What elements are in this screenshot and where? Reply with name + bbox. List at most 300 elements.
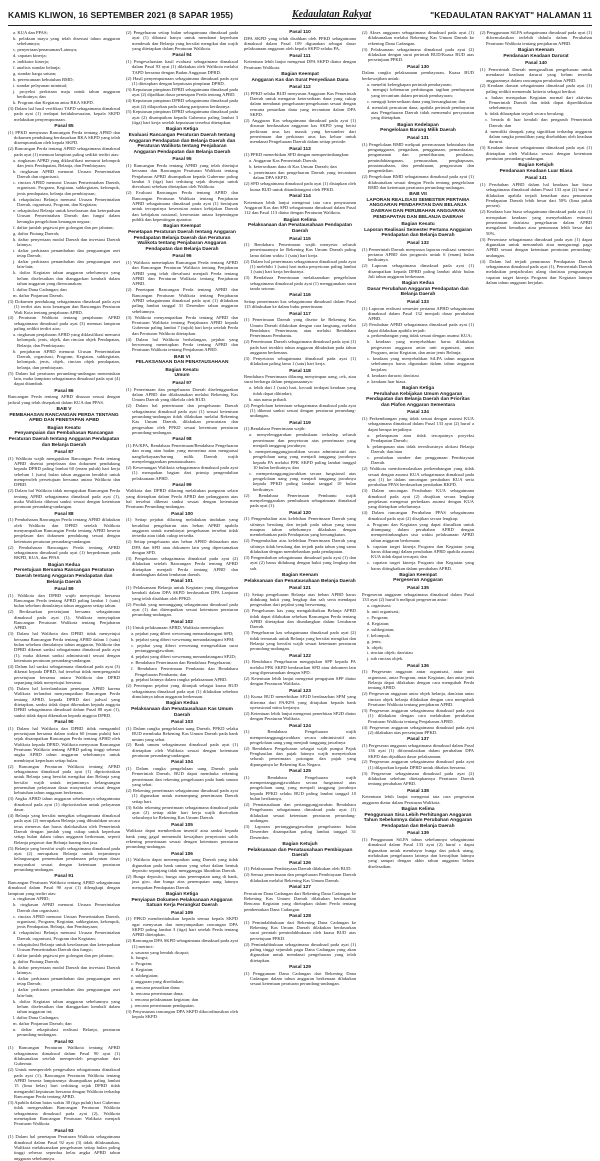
- paragraph: (1) Pergeseran anggaran antar organisasi, antar unit organisasi, antar Program, antar Kegiatan, dan antar jenis Belanja dapat dilakukan dengan cara mengubah Perda tentang APBD.: [362, 669, 474, 691]
- section-title: Pendanaan Keadaan Darurat: [503, 53, 569, 59]
- paragraph: (1) Bendahara Pengeluaran wajib mempertanggungjawabkan secara fungsional atas pengelolaan uang yang menjadi tanggung jawabnya kepada PPKD selaku BUD paling lambat tanggal 10 bulan berikutnya.: [244, 774, 356, 802]
- article-section: [244, 586, 356, 652]
- section-heading: Pasal 86: [54, 388, 74, 394]
- paragraph: (2) Pergeseran anggaran antar objek belanja, dan/atau antar rincian objek belanja dilakukan dengan cara mengubah Peraturan Walikota tentang penjabaran APBD.: [362, 691, 474, 707]
- section-heading: Bagian Kelima: [283, 217, 317, 223]
- paragraph: (3) Keadaan darurat sebagaimana dimaksud pada ayat (1) ditetapkan oleh Walikota sesuai dengan ketentuan peraturan perundang-undangan.: [480, 145, 592, 161]
- section-title: LAPORAN REALISASI SEMESTER PERTAMA ANGGARAN PENDAPATAN DAN BELANJA DAERAH DAN PERUBAHAN ANGGARAN PENDAPATAN DAN BELANJA DAERAH: [366, 197, 470, 220]
- list-item: i. standar pelayanan minimal;: [13, 82, 68, 88]
- section-heading: Bagian Keempat: [163, 224, 201, 230]
- article-section: [362, 241, 474, 279]
- list-item: f. Bendahara Penerimaan Pembantu dan Bendahara Pengeluaran Pembantu; dan: [131, 666, 238, 677]
- section-title: Pelaksanaan dan Penatausahaan Kas Umum Daerah: [131, 707, 233, 718]
- section-heading: Bagian Ketiga: [166, 891, 198, 897]
- article-section: [126, 254, 238, 352]
- section-title: Umum: [174, 373, 190, 379]
- article-section: [244, 194, 356, 216]
- article-section: [362, 30, 474, 63]
- article-section: [244, 689, 356, 722]
- paragraph: (5) Dalam hal peraturan perundang-undangan menentukan lain, maka lampiran sebagaimana dimaksud pada ayat (4) dapat ditambah.: [8, 370, 120, 387]
- section-heading: Bagian Kedua: [48, 562, 80, 568]
- section-heading: BAB VII: [409, 192, 427, 198]
- paragraph: (2) Akses anggaran sebagaimana dimaksud pada ayat (1) dilaksanakan melalui Rekening Kas Umum Daerah ke rekening Dana Cadangan.: [362, 30, 474, 46]
- list-item: h. perencanaan kebutuhan BMD;: [13, 76, 74, 82]
- paragraph: (1) Pemerintah Daerah menyusun laporan realisasi semester pertama APBD dan prognosis untuk 6 (enam) bulan berikutnya.: [362, 246, 474, 263]
- list-item: g. daftar Piutang Daerah;: [13, 958, 60, 964]
- section-heading: Pasal 87: [54, 450, 74, 456]
- section-title: Dasar Perubahan Anggaran Pendapatan dan Belanja Daerah: [367, 286, 469, 298]
- article-section: [362, 807, 474, 829]
- article-section: [244, 511, 356, 571]
- list-item: b. pejabat yang diberi wewenang menandatangani SPM;: [131, 637, 235, 643]
- paragraph: (2) Ketentuan lebih lanjut mengenai pengajuan SPP diatur dengan Peraturan Walikota.: [244, 675, 356, 687]
- article-section: [126, 30, 238, 51]
- paragraph: (3) Pergeseran anggaran sebagaimana dimaksud pada ayat (1) dilakukan dengan cara melakukan perubahan Peraturan Walikota tentang Penjabaran APBD.: [362, 707, 474, 724]
- article-section: [8, 407, 120, 424]
- article-section: [126, 437, 238, 481]
- section-heading: Pasal 123: [289, 688, 311, 694]
- paragraph: Bendahara Penerimaan dilarang menyimpan uang, cek, atau surat berharga dalam penguasaannya:: [244, 374, 356, 385]
- paragraph: (2) Berdasarkan persetujuan bersama sebagaimana dimaksud pada ayat (1), Walikota menyiapkan Rancangan Peraturan Walikota tentang Penjabaran APBD.: [8, 609, 120, 631]
- paragraph: (3) Walikota menyampaikan Perda tentang APBD dan Peraturan Walikota tentang Penjabaran APBD kepada Gubernur paling lambat 7 (tujuh) hari kerja setelah Perda dan Peraturan Walikota ditetapkan.: [126, 314, 238, 336]
- list-item: g. standar harga satuan;: [13, 70, 57, 76]
- section-heading: Pasal 92: [54, 1039, 74, 1045]
- section-heading: Pasal 97: [172, 380, 192, 386]
- list-item: b. ketersediaan dana di Kas Umum Daerah; dan: [249, 164, 337, 170]
- section-heading: Pasal 129: [289, 964, 311, 970]
- article-section: [362, 573, 474, 584]
- paragraph: (1) Dalam rangka pengelolaan uang Daerah, PPKD selaku BUD membuka Rekening Kas Umum Daerah pada bank umum yang sehat.: [126, 725, 238, 742]
- paragraph: (3) Dokumen pendukung sebagaimana dimaksud pada ayat (1) terdiri atas nota keuangan dan Rancangan Peraturan Wali Kota tentang penjabaran APBD.: [8, 298, 120, 315]
- section-heading: Pasal 103: [171, 720, 193, 726]
- paragraph: (3) Pengeluaran kas sebagaimana dimaksud pada ayat (2) tidak termasuk untuk Belanja yang bersifat mengikat dan Belanja yang bersifat wajib sesuai ketentuan peraturan perundang-undangan.: [244, 630, 356, 652]
- article-section: [126, 620, 238, 700]
- section-heading: Pasal 124: [289, 723, 311, 729]
- article-section: [244, 842, 356, 859]
- article-section: [480, 176, 592, 285]
- article-section: [362, 386, 474, 408]
- list-item: n. daftar rekapitulasi realisasi Belanja, peraturan perundang-undangan.: [13, 1027, 120, 1038]
- section-title: Penyampaian dan Pembahasan Rancangan Peraturan Daerah tentang Anggaran Pendapatan dan Belanja Daerah: [8, 431, 120, 448]
- section-heading: Pasal 120: [289, 510, 311, 516]
- section-title: PELAKSANAAN DAN PENATAUSAHAAN: [135, 360, 229, 366]
- list-item: c. Program;: [367, 614, 389, 620]
- paragraph: (3) Pengeluaran sebagaimana dimaksud pada ayat (2) dilakukan setelah Rancangan Perda tentang APBD ditetapkan menjadi Perda tentang APBD dan diundangkan dalam lembaran daerah.: [126, 556, 238, 578]
- paragraph: (3) Bendahara Penerimaan melaksanakan pengelolaan sebagaimana dimaksud pada ayat (1) menggunakan surat tanda setoran.: [244, 275, 356, 292]
- section-heading: Pasal 98: [172, 437, 192, 443]
- paragraph: (3) Pengembalian sebagaimana dimaksud pada ayat (1) dan ayat (2) harus didukung dengan bukti yang lengkap dan sah.: [244, 554, 356, 571]
- list-item: e. subkegiatan;: [131, 973, 159, 979]
- section-heading: Pasal 99: [172, 482, 192, 488]
- article-section: [362, 222, 474, 239]
- section-heading: Pasal 113: [289, 146, 311, 152]
- section-heading: Pasal 116: [289, 293, 311, 299]
- section-heading: Pasal 134: [407, 410, 429, 416]
- list-item: e. subkegiatan;: [367, 626, 395, 632]
- article-section: [244, 769, 356, 840]
- paragraph: (2) Setiap pengeluaran atas beban APBD didasarkan atas DPA dan SPD atau dokumen lain yang dipersamakan dengan SPD.: [126, 539, 238, 556]
- list-item: a. ringkasan APBD;: [13, 896, 50, 902]
- paragraph: (1) PPKD memberitahukan kepada semua kepala SKPD agar menyusun dan menyampaikan rancangan DPA SKPD paling lambat 3 (tiga) hari setelah Perda tentang APBD ditetapkan.: [126, 916, 238, 938]
- section-title: Pergeseran Anggaran: [393, 578, 443, 584]
- list-item: c. mempertanggungjawabkan secara fungsional atas pengelolaan uang yang menjadi tanggung jawabnya kepada PPKD paling lambat tanggal 10 bulan berikutnya.: [249, 470, 356, 492]
- list-item: a. sasaran yang hendak dicapai;: [131, 949, 190, 955]
- article-section: [8, 426, 120, 448]
- paragraph: (4) Keputusan pimpinan DPRD sebagaimana dimaksud pada ayat (2) dilaporkan pada sidang paripurna berikutnya.: [126, 98, 238, 109]
- paragraph: (1) Laporan realisasi semester pertama APBD sebagaimana dimaksud dalam Pasal 132 menjadi dasar perubahan APBD.: [362, 305, 474, 322]
- paragraph: (1) Perubahan APBD dalam hal keadaan luar biasa sebagaimana dimaksud dalam Pasal 133 ayat (2) huruf e dilakukan apabila terjadi kenaikan atau penurunan Pendapatan Daerah lebih besar dari 50% (lima puluh persen).: [480, 182, 592, 209]
- article-section: [126, 224, 238, 252]
- section-title: PEMBAHASAN RANCANGAN PERDA TENTANG APBD DAN PENETAPAN APBD: [9, 412, 119, 424]
- paragraph: (2) Bank umum sebagaimana dimaksud pada ayat (1) ditetapkan oleh Walikota sesuai dengan ketentuan peraturan perundang-undangan.: [126, 742, 238, 759]
- list-item: e. indikator kinerja;: [13, 59, 50, 65]
- paragraph: (2) Pergeseran anggaran sebagaimana dimaksud pada ayat (1) dilaporkan kepada DPRD untuk dibahas bersama.: [362, 759, 474, 770]
- article-section: [126, 157, 238, 222]
- section-heading: Pasal 110: [289, 30, 311, 35]
- section-heading: Bagian Kelima: [401, 807, 435, 813]
- list-item: g. daftar Piutang Daerah;: [13, 230, 60, 236]
- paragraph: (1) Walikota menetapkan Rancangan Perda tentang APBD dan Rancangan Peraturan Walikota tentang Penjabaran APBD yang telah dievaluasi menjadi Perda tentang APBD dan Peraturan Walikota tentang Penjabaran APBD.: [126, 259, 238, 287]
- article-section: [126, 701, 238, 718]
- list-item: j. rencana penerimaan pendapatan.: [131, 1002, 195, 1008]
- paragraph: (1) Pergeseran anggaran sebagaimana dimaksud dalam Pasal 136 ayat (1) diformulasikan dalam perubahan DPA SKPD dan dijadikan dasar pelaksanaan.: [362, 742, 474, 759]
- paragraph: (5) Dalam hal keterlambatan penetapan APBD karena Walikota terlambat menyampaikan Rancangan Perda tentang APBD, kepada DPRD dari jadwal yang ditetapkan, sanksi tidak dapat dikenakan kepada anggota DPRD sebagaimana dimaksud dalam Pasal 88 ayat (1), sanksi tidak dapat dikenakan kepada anggota DPRD.: [8, 685, 120, 718]
- list-item: c. rincian APBD menurut Urusan Pemerintahan Daerah, organisasi, Program, Kegiatan, subkegiatan, kelompok, jenis pendapatan, belanja dan pembiayaan;: [13, 180, 120, 196]
- paragraph: (3) Keputusan pimpinan DPRD sebagaimana dimaksud pada ayat (2) dijadikan dasar penetapan Perda tentang APBD.: [126, 86, 238, 98]
- list-item: a. organisasi;: [367, 602, 392, 608]
- article-section: [126, 355, 238, 366]
- list-item: b. atas nama pribadi.: [249, 396, 288, 402]
- paragraph: (3) Dalam hal hasil verifikasi TAPD sebagaimana dimaksud pada ayat (1) terdapat ketidaksesuaian, kepala SKPD melakukan penyempurnaan.: [8, 106, 120, 122]
- article-section: [126, 381, 238, 435]
- section-heading: Pasal 130: [407, 64, 429, 70]
- paragraph: (2) Dalam hal penerimaan sebagaimana dimaksud pada ayat (1) melebihi 1 (satu) hari maka penyetoran paling lambat 1 (satu) hari kerja berikutnya.: [244, 258, 356, 275]
- section-heading: Bagian Kesatu: [47, 425, 81, 431]
- paragraph: (2) Pembahasan Rancangan Perda tentang APBD sebagaimana dimaksud pada ayat (1) berpedoman pada RKPD, KUA, dan PPAS.: [8, 544, 120, 561]
- section-heading: Pasal 106: [171, 851, 193, 857]
- section-heading: Pasal 96: [172, 254, 192, 260]
- paragraph: (2) Dalam hal Walikota tidak mengajukan Rancangan Perda tentang APBD sebagaimana dimaksud pada ayat (1), maka Walikota dikenai sanksi sesuai dengan ketentuan peraturan perundang-undangan.: [8, 488, 120, 510]
- section-heading: Pasal 115: [289, 236, 311, 242]
- section-heading: Pasal 127: [289, 885, 311, 891]
- article-section: [126, 911, 238, 1020]
- article-section: [244, 30, 356, 52]
- list-item: k. Program dan Kegiatan antar RKA SKPD.: [13, 100, 94, 106]
- section-heading: Pasal 133: [407, 299, 429, 305]
- article-section: [244, 724, 356, 768]
- article-section: [8, 30, 120, 122]
- list-item: d. memiliki dampak yang signifikan terhadap anggaran dalam rangka pemulihan yang disebabkan oleh keadaan darurat.: [485, 128, 592, 145]
- section-title: Pelaksanaan dan Penatausahaan Belanja Daerah: [244, 578, 356, 584]
- article-section: [362, 737, 474, 787]
- article-section: [480, 163, 592, 174]
- section-title: Penyiapan Dokumen Pelaksanaan Anggaran Satuan Kerja Perangkat Daerah: [131, 897, 233, 909]
- paragraph: (4) Dalam hal Walikota berhalangan, pejabat yang berwenang menetapkan Perda tentang APBD dan Peraturan Walikota tentang Penjabaran APBD.: [126, 336, 238, 353]
- article-section: [480, 48, 592, 59]
- list-item: c. penyertaan/penanaman/Lainnya;: [13, 47, 78, 53]
- list-item: b. pelampauan atau tidak terealisasinya alokasi Belanja Daerah; dan/atau: [367, 443, 474, 455]
- article-section: [244, 861, 356, 883]
- section-heading: Pasal 104: [171, 760, 193, 766]
- paragraph: (2) Kewenangan Walikota sebagaimana dimaksud pada ayat (1) merupakan bagian dari prinsip pengendalian pelaksanaan APBD.: [126, 464, 238, 481]
- article-section: [362, 123, 474, 134]
- paragraph: (2) Pengembalian atas kelebihan Penerimaan Daerah yang sifatnya tidak berulang dan terjadi pada tahun yang sama dilakukan dengan membebankan pada pendapatan.: [244, 538, 356, 555]
- article-section: [362, 586, 474, 662]
- paragraph: (3) Persentase sebagaimana dimaksud pada ayat (1) dapat digunakan untuk menambah atau mengurangi pagu APBD sesuai dengan ketentuan peraturan perundang-undangan.: [480, 236, 592, 258]
- section-title: Pelaksanaan dan Penatausahaan Pendapatan Daerah: [248, 223, 352, 234]
- paragraph: (2) Pengeluaran kas yang mengakibatkan Belanja APBD tidak dapat dilakukan sebelum Rancangan Perda tentang APBD ditetapkan dan diundangkan dalam Lembaran Daerah.: [244, 608, 356, 630]
- section-heading: Pasal 111: [289, 53, 311, 59]
- paragraph: (5) Belanja yang bersifat wajib sebagaimana dimaksud pada ayat (2) merupakan Belanja untuk terjaminnya kelangsungan pemenuhan pendanaan pelayanan dasar masyarakat sesuai dengan ketentuan peraturan perundang-undangan.: [8, 845, 120, 872]
- article-section: [362, 831, 474, 869]
- list-item: c. pejabat yang diberi wewenang mengesahkan surat pertanggungjawaban;: [131, 643, 238, 654]
- list-item: f. anggaran yang disediakan;: [131, 979, 184, 985]
- list-item: d. rekapitulasi Belanja menurut Urusan Pemerintahan Daerah, organisasi, Program, dan Kegiatan;: [13, 196, 120, 208]
- section-heading: Bagian Keenam: [282, 573, 318, 578]
- list-item: a. meneliti kelengkapan perintah pembayaran;: [367, 81, 452, 87]
- list-item: f. analisis standar belanja;: [13, 65, 61, 71]
- column-3: [244, 30, 356, 1045]
- article-section: [8, 563, 120, 585]
- section-heading: Bagian Ketujuh: [282, 842, 318, 848]
- paragraph: (3) Penyusunan rancangan DPA SKPD dikoordinasikan oleh kepala SKPD.: [126, 1008, 238, 1020]
- section-heading: Pasal 114: [289, 194, 311, 200]
- article-section: [244, 218, 356, 235]
- article-section: [480, 30, 592, 46]
- list-item: b. keadaan yang menyebabkan harus dilakukan pergeseran anggaran antar unit organisasi, antar Program, antar Kegiatan, dan antar jenis Belanja;: [367, 339, 474, 356]
- article-section: [244, 54, 356, 70]
- paragraph: (1) Pembahasan Rancangan Perda tentang APBD dilakukan oleh Walikota dan DPRD setelah Walikota menyampaikan Rancangan Perda tentang APBD beserta penjelasan dan dokumen pendukung sesuai dengan ketentuan peraturan perundang-undangan.: [8, 517, 120, 544]
- paragraph: (2) Pemindahbukuan sebagaimana dimaksud pada ayat (1) paling tinggi sejumlah pagu Dana Cadangan yang akan digunakan untuk mendanai pengeluaran yang telah ditetapkan.: [244, 941, 356, 963]
- section-heading: Pasal 139: [407, 831, 429, 837]
- paragraph: Ketentuan lebih lanjut mengenai tata cara penyusunan Anggaran Kas dan SPD sebagaimana dimaksud dalam Pasal 112 dan Pasal 113 diatur dengan Peraturan Walikota.: [244, 199, 356, 216]
- list-item: e. keadaan luar biasa.: [367, 378, 407, 384]
- article-section: [8, 874, 120, 1038]
- paragraph: (4) Dalam hal sanksi sebagaimana dimaksud pada ayat (3) dikenai kepada DPRD, hal tersebut tidak mempengaruhi persetujuan bersama antara Walikota dan DPRD sepanjang tidak menyetujui bersama.: [8, 663, 120, 685]
- section-heading: Pasal 117: [289, 311, 311, 317]
- column-1: [8, 30, 120, 1161]
- list-item: l. daftar Dana Cadangan;: [13, 1015, 59, 1021]
- list-item: c. capaian target kinerja Program dan Kegiatan yang harus ditingkatkan dalam perubahan APBD.: [367, 560, 474, 571]
- paragraph: (3) Pergeseran sebagaimana dimaksud pada ayat (2) dilakukan sebelum ditetapkannya Peraturan Daerah tentang perubahan APBD.: [362, 770, 474, 787]
- article-section: [244, 72, 356, 83]
- article-section: [126, 760, 238, 820]
- article-section: [8, 512, 120, 561]
- column-5: [480, 30, 592, 1045]
- paragraph: (1) Setiap pejabat dilarang melakukan tindakan yang berakibat pengeluaran atas beban APBD apabila anggaran untuk membiayai pengeluaran tersebut tidak tersedia atau tidak cukup tersedia.: [126, 517, 238, 539]
- section-title: Perubahan Kebijakan Umum Anggaran Pendapatan dan Belanja Daerah dan Prioritas dan Plafon Anggaran Sementara: [366, 391, 470, 408]
- paragraph: (3) Pelaksanaan sebagaimana dimaksud pada ayat (2) dilakukan dengan surat perintah BUD/Kuasa BUD atas persetujuan PPKD.: [362, 46, 474, 63]
- paragraph: (1) Walikota dapat menempatkan uang Daerah yang tidak digunakan pada bank umum yang sehat dalam bentuk deposito sepanjang tidak mengganggu likuiditas Daerah.: [126, 857, 238, 873]
- article-section: [126, 720, 238, 758]
- paragraph: (2) Rekening penerimaan sebagaimana dimaksud pada ayat (1) digunakan untuk menampung penerimaan Daerah setiap hari.: [126, 788, 238, 804]
- article-section: [8, 720, 120, 872]
- paragraph: (2) Ketentuan lebih lanjut mengenai penerbitan SP2D diatur dengan Peraturan Walikota.: [244, 710, 356, 722]
- paragraph: (2) Penetapan Rancangan Perda tentang APBD dan Rancangan Peraturan Walikota tentang Penjabaran APBD sebagaimana dimaksud pada ayat (1) dilakukan paling lambat tanggal 31 Desember tahun anggaran sebelumnya.: [126, 287, 238, 314]
- list-item: i. daftar perkiraan penambahan dan pengurangan aset tetap Daerah;: [13, 976, 120, 987]
- paragraph: Ketentuan lebih lanjut mengenai tata cara pergeseran anggaran diatur dalam Peraturan Walikota.: [362, 794, 474, 805]
- paragraph: (2) Penggunaan SiLPA sebagaimana dimaksud pada ayat (1) diformulasikan terlebih dahulu dalam Perubahan Peraturan Walikota tentang penjabaran APBD.: [480, 30, 592, 46]
- section-title: Evaluasi Rancangan Peraturan Daerah tentang Anggaran Pendapatan dan Belanja Daerah dan Peraturan Walikota tentang Penjabaran Anggaran Pendapatan dan Belanja Daerah: [128, 133, 236, 155]
- list-item: h. objek;: [367, 644, 384, 650]
- list-item: a. pejabat yang diberi wewenang menandatangani SPD;: [131, 631, 234, 637]
- article-section: [244, 293, 356, 309]
- section-heading: Bagian Kedelapan: [397, 122, 439, 128]
- paragraph: (1) Bendahara Pengeluaran mengajukan SPP kepada PA melalui PPK SKPD berdasarkan SPD atau dokumen lain yang dipersamakan dengan SPD.: [244, 659, 356, 676]
- section-heading: Pasal 89: [54, 587, 74, 593]
- paragraph: (1) PPKD menyusun Rancangan Perda tentang APBD dan dokumen pendukung berdasarkan RKA SKPD yang telah disempurnakan oleh kepala SKPD.: [8, 129, 120, 146]
- list-item: k. daftar Kegiatan tahun anggaran sebelumnya yang belum diselesaikan dan dianggarkan kembali dalam tahun anggaran yang direncanakan;: [13, 270, 120, 287]
- section-heading: Pasal 122: [289, 653, 311, 659]
- list-item: i. rencana pelaksanaan kegiatan; dan: [131, 997, 199, 1003]
- article-section: [362, 410, 474, 571]
- list-item: b. menguji kebenaran perhitungan tagihan pembayaran yang tercantum dalam perintah pembayaran;: [367, 87, 474, 98]
- paragraph: (1) Dalam hal penetapan Peraturan Walikota sebagaimana dimaksud dalam Pasal 92 ayat (3) tidak dilaksanakan, Walikota melaksanakan pengeluaran setiap bulan paling tinggi sebesar seperdua belas angka APBD tahun anggaran sebelumnya.: [8, 1134, 120, 1161]
- column-2: [126, 30, 238, 1045]
- article-section: [244, 237, 356, 292]
- paragraph: (1) Walikota dan DPRD wajib menyetujui bersama Rancangan Perda tentang APBD paling lambat 1 (satu) bulan sebelum dimulainya tahun anggaran setiap tahun.: [8, 592, 120, 609]
- article-section: [8, 124, 120, 387]
- list-item: b. capaian target kinerja Program dan Kegiatan yang harus dikurangi dalam perubahan APBD apabila asumsi KUA tidak dapat tercapai; dan: [367, 543, 474, 560]
- paragraph: (1) PA/KPA, Bendahara Penerimaan/Bendahara Pengeluaran dan orang atau badan yang menerima atau menguasai uang/kekayaan/barang milik Daerah wajib menyelenggarakan penatausahaan.: [126, 442, 238, 464]
- paragraph: Rancangan Peraturan Walikota tentang APBD sebagaimana dimaksud dalam Pasal 90 ayat (1) dilengkapi dengan lampiran yang terdiri atas:: [8, 879, 120, 896]
- article-section: [244, 573, 356, 584]
- article-section: [126, 823, 238, 850]
- section-heading: Pasal 85: [54, 124, 74, 130]
- list-item: c. perubahan sumber dan penggunaan Pembiayaan Daerah.: [367, 455, 474, 466]
- section-heading: Pasal 128: [289, 914, 311, 920]
- section-heading: Pasal 109: [171, 910, 193, 916]
- section-heading: Pasal 102: [171, 619, 193, 625]
- article-section: [8, 389, 120, 405]
- paragraph: (2) Bendahara Pengeluaran sebagai wajib pungut Pajak Penghasilan dan pajak lainnya wajib menyetorkan seluruh penerimaan potongan dan pajak yang dipungutnya ke Rekening Kas Negara.: [244, 745, 356, 767]
- list-item: h. daftar penyertaan modal Daerah dan investasi Daerah lainnya;: [13, 236, 120, 247]
- paragraph: (2) Pengeluaran setiap bulan sebagaimana dimaksud pada ayat (1) dibatasi hanya untuk mendanai keperluan mendesak dan Belanja yang bersifat mengikat dan wajib yang ditetapkan dalam Peraturan Walikota.: [126, 30, 238, 52]
- paragraph: (1) Penggunaan Dana Cadangan dari Rekening Dana Cadangan dalam tahun anggaran berkenaan dilakukan sesuai ketentuan peraturan perundang-undangan.: [244, 970, 356, 987]
- section-heading: Pasal 101: [171, 579, 193, 585]
- section-heading: Pasal 94: [172, 53, 192, 59]
- section-heading: Bagian Kesatu: [165, 367, 199, 373]
- list-item: c. berada di luar kendali dan pengaruh Pemerintah Daerah; dan: [485, 117, 592, 128]
- paragraph: (2) Rancangan Peraturan Walikota tentang APBD sebagaimana dimaksud pada ayat (1) diprioritaskan untuk Belanja yang bersifat mengikat dan Belanja yang bersifat wajib untuk terjaminnya kelangsungan pemenuhan pelayanan dasar masyarakat sesuai dengan kebutuhan tahun anggaran berkenaan.: [8, 763, 120, 796]
- list-item: b. unit organisasi;: [367, 608, 400, 614]
- article-section: [126, 892, 238, 909]
- paragraph: (2) Pengelolaan ketentuan sebagaimana dimaksud pada ayat (1) dikenai sanksi sesuai dengan peraturan perundang-undangan.: [244, 402, 356, 419]
- paragraph: (1) Setiap pengeluaran Belanja atas beban APBD harus didukung bukti yang lengkap dan sah serta mendapat pengesahan dari pejabat yang berwenang.: [244, 591, 356, 608]
- paragraph: (2) Pengelolaan BMD sebagaimana dimaksud pada ayat (1) dilaksanakan sesuai dengan Perda tentang pengelolaan BMD dan ketentuan peraturan perundang-undangan.: [362, 174, 474, 190]
- list-item: d. rekapitulasi Belanja menurut Urusan Pemerintahan Daerah, organisasi, Program dan Kegiatan;: [13, 930, 120, 941]
- paragraph: (1) Pelaksanaan Belanja untuk Kegiatan yang dianggarkan kembali dalam DPA SKPD berdasarkan DPA Lanjutan yang telah disahkan oleh PPKD.: [126, 584, 238, 601]
- list-item: b. fungsi;: [131, 955, 149, 961]
- section-heading: Pasal 119: [289, 420, 311, 426]
- list-item: j. sub rincian objek.: [367, 656, 404, 662]
- list-item: h. rencana penerimaan dana;: [131, 991, 184, 997]
- paragraph: (4) Pergeseran anggaran sebagaimana dimaksud pada ayat (2) dilakukan atas persetujuan PPKD.: [362, 724, 474, 735]
- section-heading: Pasal 93: [54, 1128, 74, 1134]
- article-section: [126, 512, 238, 578]
- list-item: a. menyelenggarakan pembukuan terhadap seluruh penerimaan dan penyetoran atas penerimaan yang menjadi tanggung jawabnya;: [249, 432, 356, 448]
- article-section: [8, 1129, 120, 1161]
- section-title: Penetapan Peraturan Daerah tentang Anggaran Pendapatan Belanja Daerah dan Peraturan Walikota tentang Penjabaran Anggaran Pendapatan dan Belanja Daerah: [128, 230, 236, 252]
- section-heading: Bagian Ketiga: [166, 127, 198, 133]
- paragraph: (2) SPD sebagaimana dimaksud pada ayat (1) disiapkan oleh kuasa BUD untuk ditandatangani oleh PPKD.: [244, 181, 356, 192]
- section-heading: Pasal 137: [407, 737, 429, 743]
- list-item: c. menguji ketersediaan dana yang bersangkutan; dan: [367, 98, 466, 104]
- article-section: [244, 654, 356, 687]
- paragraph: (3) Laporan pertanggungjawaban pengeluaran bulan Desember disampaikan paling lambat tanggal 31 Desember.: [244, 824, 356, 840]
- paragraph: (1) Penerimaan dan pengeluaran Daerah diselenggarakan dalam APBD dan dilaksanakan melalui Rekening Kas Umum Daerah yang dikelola oleh BUD.: [126, 386, 238, 403]
- paragraph: (2) Produk yang menanggung sebagaimana dimaksud pada ayat (1) dan ditempatkan sesuai ketentuan peraturan perundang-undangan.: [126, 601, 238, 618]
- paragraph: (1) Pemerintah Daerah mengusulkan pengeluaran untuk mendanai keadaan darurat yang belum tersedia anggarannya dalam rancangan perubahan APBD.: [480, 66, 592, 83]
- section-heading: Bagian Keempat: [281, 71, 319, 77]
- list-item: d. keadaan darurat; dan/atau: [367, 372, 419, 378]
- article-section: [244, 885, 356, 912]
- list-item: a. perkembangan yang tidak sesuai dengan asumsi KUA;: [367, 333, 472, 339]
- paragraph: (2) Laporan sebagaimana dimaksud pada ayat (1) disampaikan kepada DPRD paling lambat akhir bulan Juli tahun anggaran berkenaan.: [362, 263, 474, 279]
- paragraph: Walikota dan DPRD dilarang melakukan pungutan selain yang ditetapkan dalam Perda APBD dan pelanggaran atas hal tersebut dikenai sanksi sesuai dengan ketentuan Peraturan Perundang-undangan.: [126, 488, 238, 510]
- paragraph: (1) Kuasa BUD menerbitkan SP2D berdasarkan SPM yang diterima dari PA/KPA yang ditujukan kepada bank operasional mitra kerjanya.: [244, 694, 356, 710]
- paragraph: (3) Apabila dalam batas waktu 30 (tiga puluh) hari Gubernur tidak mengesahkan Rancangan Peraturan Walikota sebagaimana dimaksud pada ayat (2), Walikota menetapkan Rancangan Peraturan Walikota menjadi Peraturan Walikota.: [8, 1099, 120, 1127]
- list-item: d. Kegiatan;: [131, 967, 154, 973]
- section-heading: Bagian Kesatu: [401, 222, 435, 228]
- paragraph: (2) Perubahan APBD sebagaimana dimaksud pada ayat (1) dapat dilakukan apabila terjadi:: [362, 322, 474, 333]
- list-item: a. Program dan Kegiatan yang dapat diusulkan untuk ditampung dalam perubahan APBD dengan mempertimbangkan sisa waktu pelaksanaan APBD tahun anggaran berkenaan;: [367, 521, 474, 543]
- article-section: [126, 53, 238, 125]
- section-heading: Pasal 132: [407, 240, 429, 246]
- paragraph: (4) Peraturan Walikota tentang penjabaran APBD sebagaimana dimaksud pada ayat (3) memuat lampiran paling sedikit terdiri atas:: [8, 315, 120, 332]
- text-columns: [8, 30, 592, 1161]
- article-section: [244, 369, 356, 419]
- list-item: j. proyeksi perkiraan maju untuk tahun anggaran berikutnya; dan: [13, 88, 120, 100]
- paragraph: (1) Walikota wajib mengajukan Rancangan Perda tentang APBD disertai penjelasan dan dokumen pendukung kepada DPRD paling lambat 60 (enam puluh) hari kerja sebelum 1 (satu) bulan tahun anggaran berakhir untuk memperoleh persetujuan bersama antara Walikota dan DPRD.: [8, 455, 120, 488]
- paragraph: (2) Keadaan darurat sebagaimana dimaksud pada ayat (1) paling sedikit memenuhi kriteria sebagai berikut:: [480, 83, 592, 94]
- section-heading: Pasal 118: [289, 368, 311, 374]
- paragraph: Ketentuan lebih lanjut mengenai DPA SKPD diatur dengan Peraturan Walikota.: [244, 59, 356, 70]
- list-item: g. pejabat lainnya dalam rangka pelaksanaan APBD.: [131, 677, 228, 683]
- section-heading: Pasal 141: [525, 176, 547, 182]
- paragraph: (2) Hasil penyempurnaan sebagaimana dimaksud pada ayat (1) ditetapkan dengan keputusan pimpinan DPRD.: [126, 75, 238, 86]
- list-item: c. penerimaan dan pengeluaran Daerah yang tercantum dalam DPA SKPD.: [249, 170, 356, 181]
- section-heading: Pasal 140: [525, 61, 547, 67]
- paragraph: Rancangan Perda tentang APBD disusun sesuai dengan jadwal yang telah disepakati dalam KUA dan PPAS.: [8, 394, 120, 405]
- paragraph: (2) Dalam hal penerimaan dan pengeluaran Daerah sebagaimana dimaksud pada ayat (1) sesuai ketentuan perundang-undangan tidak dilakukan melalui Rekening Kas Umum Daerah, dilakukan pencatatan dan pengesahan oleh PPKD sesuai ketentuan peraturan perundang-undangan.: [126, 403, 238, 435]
- article-section: [362, 192, 474, 220]
- paragraph: (1) Untuk pelaksanaan APBD, Walikota menetapkan:: [126, 625, 225, 631]
- article-section: [126, 368, 238, 379]
- list-item: g. jenis;: [367, 638, 382, 644]
- paragraph: (2) Penetapan pejabat yang ditunjuk sebagai kuasa BUD sebagaimana dimaksud pada ayat (1) dilakukan sebelum dimulainya tahun anggaran berkenaan.: [126, 683, 238, 700]
- paragraph: (1) PPKD menerbitkan SPD dengan mempertimbangkan:: [244, 152, 350, 158]
- section-heading: Bagian Kedua: [166, 701, 198, 707]
- list-item: a. Anggaran Kas Pemerintah Daerah;: [249, 158, 318, 164]
- paragraph: (1) Rancangan Peraturan Walikota tentang APBD sebagaimana dimaksud dalam Pasal 90 ayat (1) dilaksanakan setelah memperoleh pengesahan dari Gubernur.: [8, 1045, 120, 1067]
- list-item: g. rencana penarikan dana;: [131, 985, 181, 991]
- list-item: c. rincian APBD menurut Urusan Pemerintahan Daerah, organisasi, Program, Kegiatan, subkegiatan, kelompok, jenis Pendapatan, Belanja, dan Pembiayaan;: [13, 913, 120, 930]
- list-item: d. capaian kinerja;: [13, 53, 47, 59]
- list-item: b. pelaksan mayu yang telah disesuai tahun anggaran sebelumnya;: [13, 35, 120, 47]
- article-section: [244, 965, 356, 987]
- list-item: i. rincian objek; dan/atau: [367, 650, 413, 656]
- paragraph: (1) Bendahara Penerimaan wajib:: [244, 426, 306, 432]
- paragraph: DPA SKPD yang telah disahkan oleh PPKD sebagaimana dimaksud dalam Pasal 109 digunakan sebagai dasar pelaksanaan anggaran oleh kepala SKPD selaku PA.: [244, 35, 356, 52]
- list-item: b. tidak diharapkan terjadi secara berulang;: [485, 111, 565, 117]
- list-item: a. bukan merupakan Kegiatan normal dari aktivitas Pemerintah Daerah dan tidak dapat diprediksikan sebelumnya;: [485, 94, 592, 111]
- list-item: b. ringkasan APBD menurut Urusan Pemerintahan Daerah dan organisasi;: [13, 168, 120, 180]
- paragraph: (1) PPKD selaku BUD menyusun Anggaran Kas Pemerintah Daerah untuk mengatur ketersediaan dana yang cukup dalam mendanai pengeluaran-pengeluaran sesuai dengan rencana penarikan dana yang tercantum dalam DPA SKPD.: [244, 90, 356, 118]
- article-section: [362, 664, 474, 736]
- section-heading: Pasal 95: [172, 157, 192, 163]
- paragraph: (1) Dalam rangka pengelolaan uang Daerah pada Pemerintah Daerah, BUD dapat membuka rekening penerimaan dan rekening pengeluaran pada bank umum yang sehat.: [126, 766, 238, 788]
